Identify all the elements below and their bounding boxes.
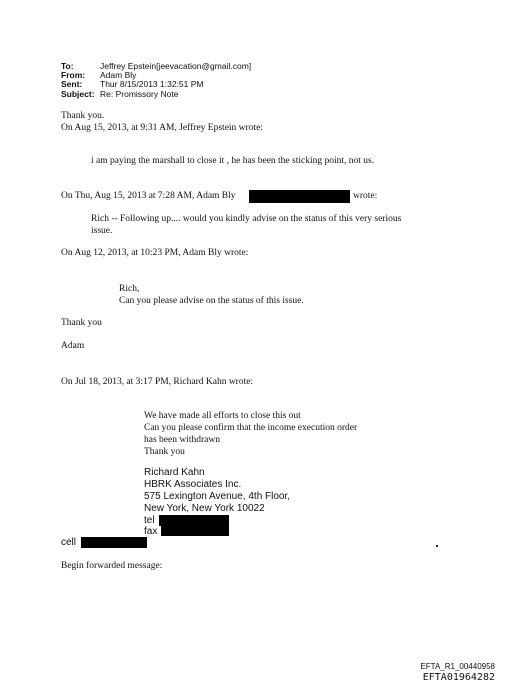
redaction-fax	[161, 525, 229, 536]
quote-text-3-line1: Rich,	[119, 284, 140, 294]
signature-cell-label: cell	[61, 537, 77, 548]
signoff-adam: Adam	[61, 341, 85, 351]
quote-header-3: On Aug 12, 2013, at 10:23 PM, Adam Bly wrote:	[61, 248, 249, 258]
sent-label: Sent:	[61, 79, 83, 89]
quote-header-2-prefix: On Thu, Aug 15, 2013 at 7:28 AM, Adam Bly	[61, 191, 236, 201]
forwarded-message-line: Begin forwarded message:	[61, 561, 163, 571]
quote-text-1: i am paying the marshall to close it , he has been the sticking point, not us.	[91, 156, 375, 166]
redaction-email	[249, 190, 350, 203]
footer-ref-2: EFTA01964282	[422, 672, 495, 683]
signature-tel-label: tel	[144, 515, 155, 526]
quote-header-2-suffix: wrote:	[353, 191, 378, 201]
quote-text-2-line2: issue.	[91, 226, 113, 236]
quote-text-4-line4: Thank you	[144, 447, 185, 457]
to-value: Jeffrey Epstein[jeevacation@gmail.com]	[100, 61, 252, 71]
quote-text-4-line3: has been withdrawn	[144, 435, 220, 445]
subject-value: Re: Promissory Note	[100, 89, 179, 99]
signature-name: Richard Kahn	[144, 467, 205, 478]
from-value: Adam Bly	[100, 70, 137, 80]
footer-ref-1: EFTA_R1_00440958	[420, 662, 495, 671]
quote-text-4-line1: We have made all efforts to close this out	[144, 411, 301, 421]
signature-address2: New York, New York 10022	[144, 503, 265, 514]
redaction-cell	[81, 537, 147, 548]
quote-header-1: On Aug 15, 2013, at 9:31 AM, Jeffrey Epstein wrote:	[61, 123, 263, 133]
signature-address1: 575 Lexington Avenue, 4th Floor,	[144, 491, 291, 502]
stray-mark	[436, 545, 438, 547]
subject-label: Subject:	[61, 89, 95, 99]
signature-company: HBRK Associates Inc.	[144, 479, 242, 490]
thank-you-line: Thank you.	[61, 111, 105, 121]
quote-text-2-line1: Rich -- Following up.... would you kindly advise on the status of this very serious	[91, 214, 402, 224]
quote-header-4: On Jul 18, 2013, at 3:17 PM, Richard Kahn wrote:	[61, 377, 254, 387]
signature-fax-label: fax	[144, 526, 158, 537]
quote-text-3-line2: Can you please advise on the status of this issue.	[119, 296, 304, 306]
from-label: From:	[61, 70, 86, 80]
sent-value: Thur 8/15/2013 1:32:51 PM	[100, 79, 204, 89]
thank-you-2: Thank you	[61, 318, 102, 328]
to-label: To:	[61, 61, 74, 71]
quote-text-4-line2: Can you please confirm that the income execution order	[144, 423, 358, 433]
